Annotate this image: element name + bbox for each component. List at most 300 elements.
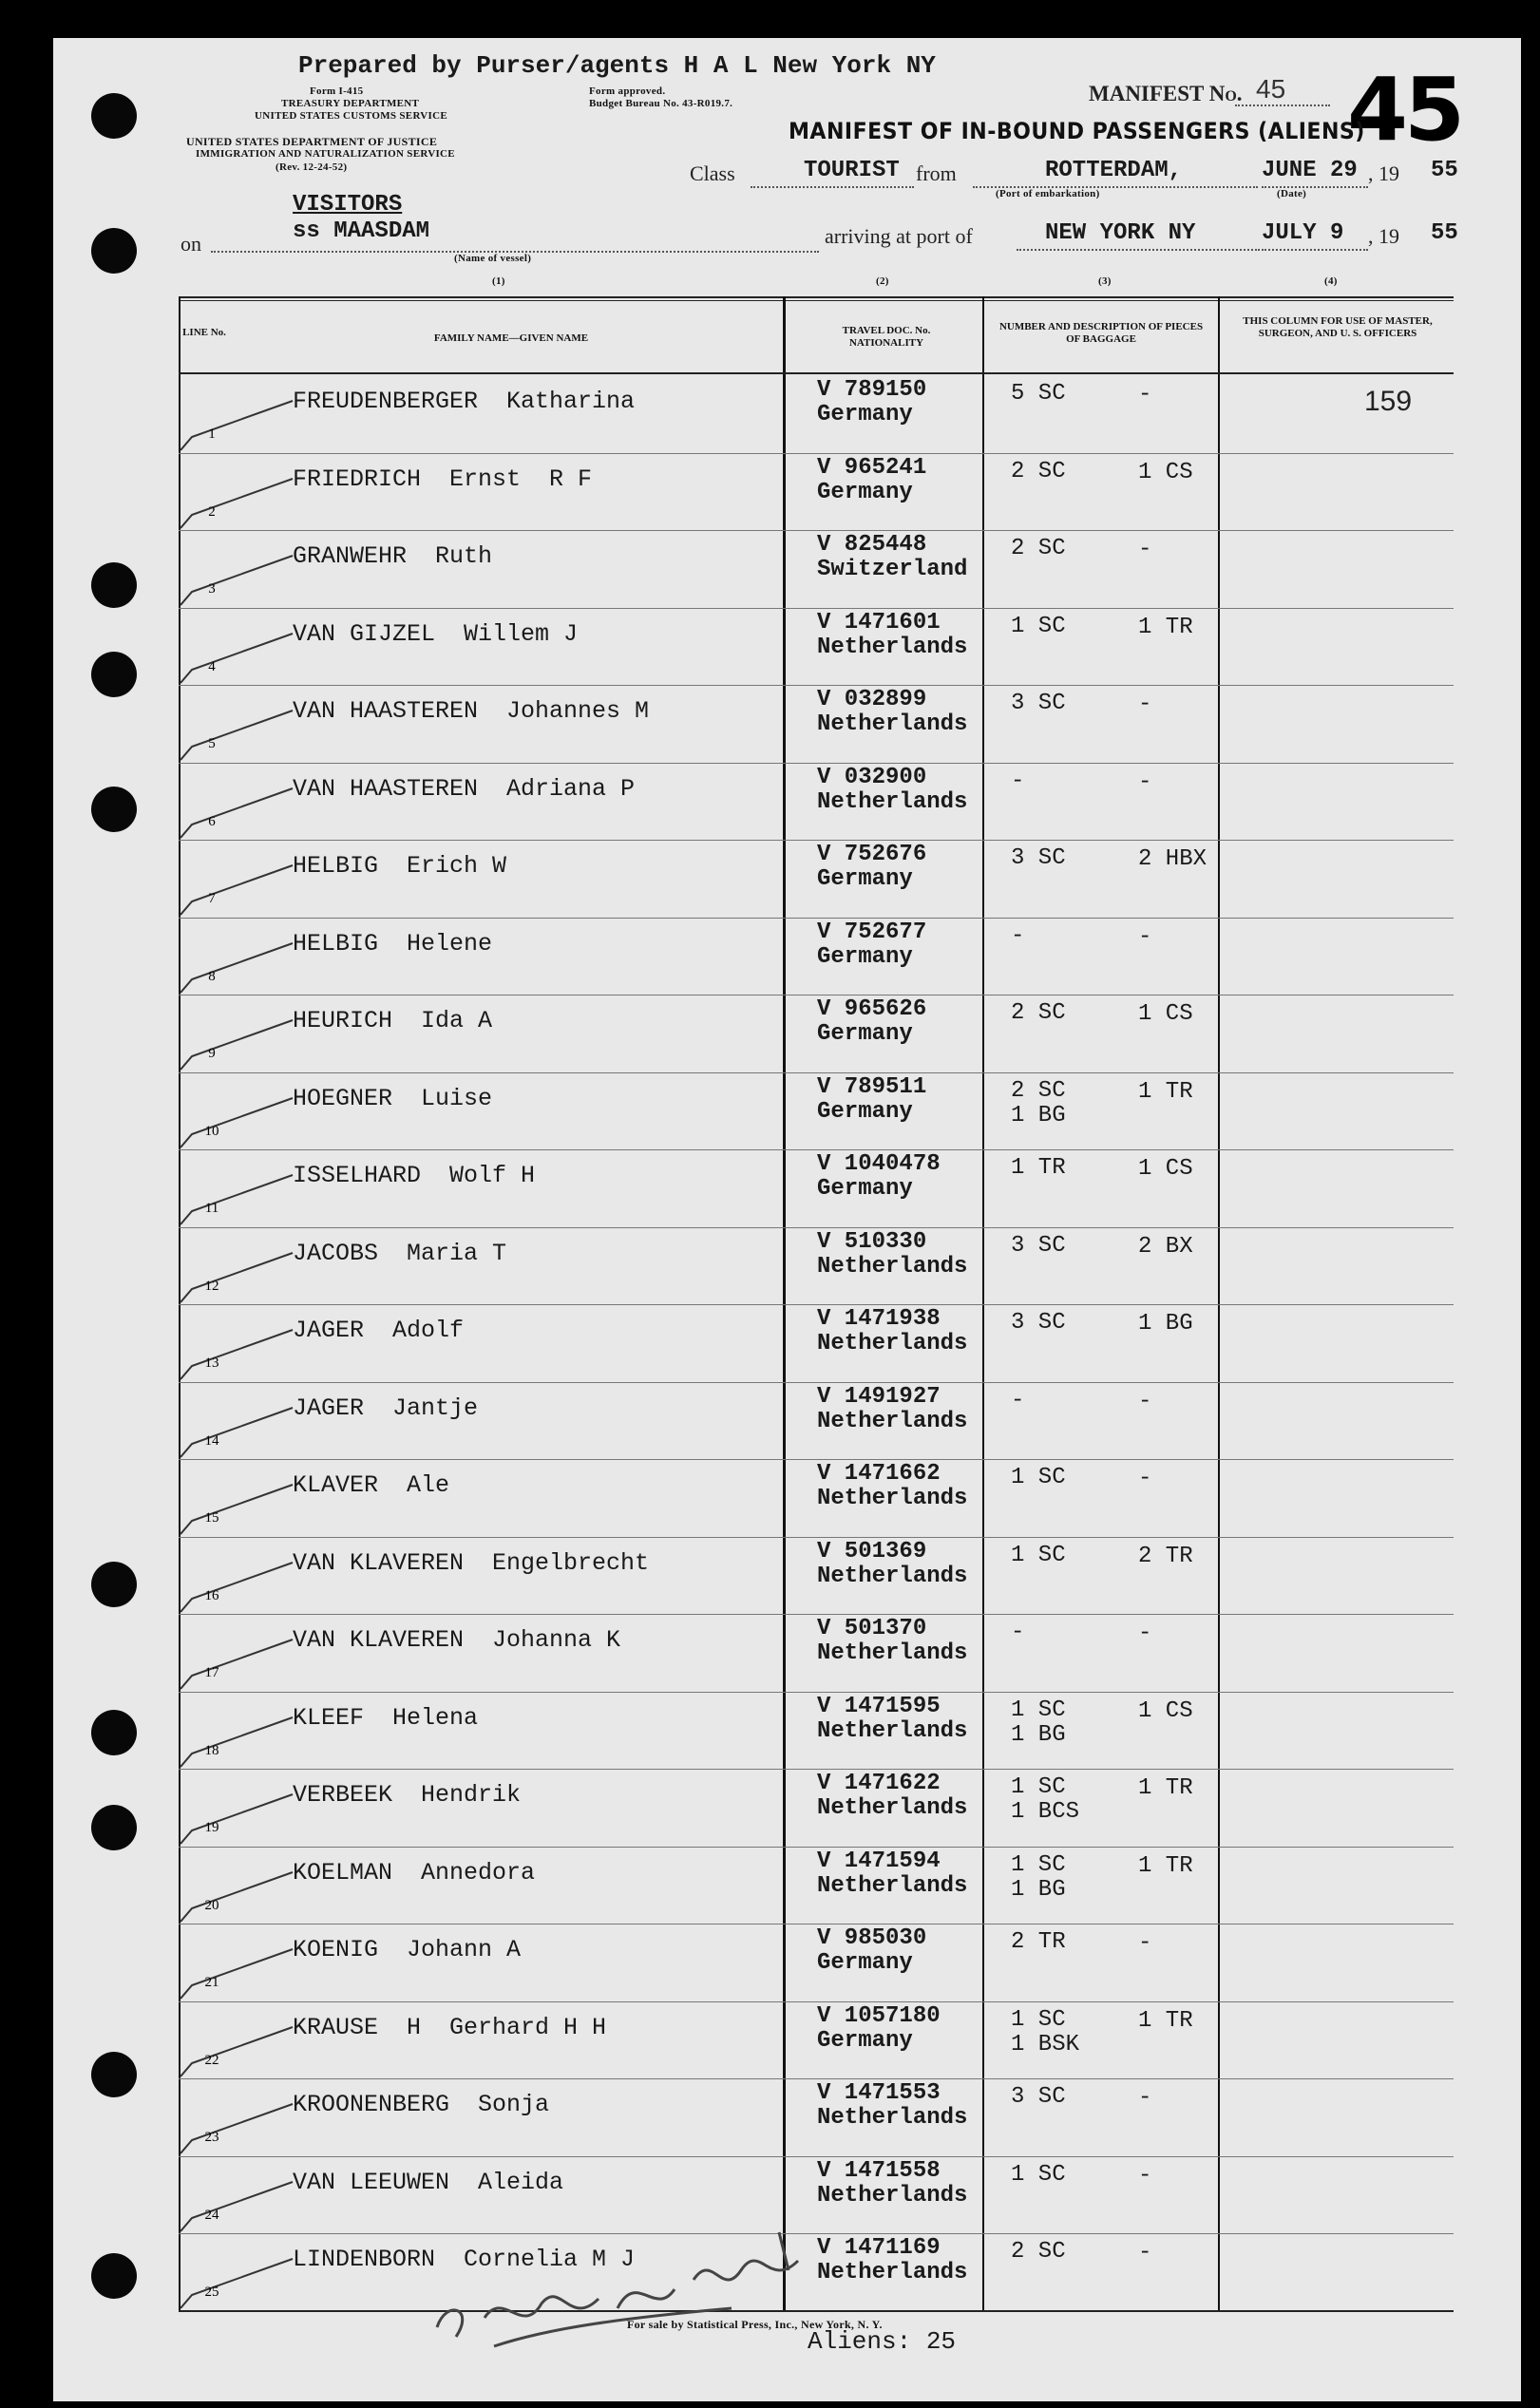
binder-hole — [91, 787, 137, 832]
travel-doc — [817, 456, 926, 505]
manifest-no-line — [1235, 104, 1330, 106]
check-mark-icon — [179, 1557, 302, 1614]
baggage-primary-1: 2 SC — [1011, 1077, 1066, 1104]
nationality: Netherlands — [817, 1563, 968, 1589]
baggage-primary-2: 1 BG — [1011, 1721, 1066, 1748]
passenger-name: VAN HAASTEREN Adriana P — [293, 774, 636, 803]
table-row — [179, 1615, 1454, 1692]
baggage-primary — [1011, 1234, 1066, 1259]
revision: (Rev. 12-24-52) — [276, 161, 348, 173]
nationality: Netherlands — [817, 2260, 968, 2285]
table-row — [179, 1460, 1454, 1537]
binder-hole — [91, 652, 137, 697]
baggage-primary — [1011, 1621, 1024, 1645]
travel-doc-number: V 1471662 — [817, 1461, 941, 1487]
table-row — [179, 531, 1454, 608]
nationality: Netherlands — [817, 788, 968, 815]
baggage-primary-1: 1 SC — [1011, 1465, 1066, 1490]
baggage-secondary: - — [1138, 1930, 1152, 1956]
baggage-secondary: 1 TR — [1138, 1078, 1193, 1105]
nationality: Netherlands — [817, 2105, 968, 2131]
line-number: 18 — [204, 1742, 219, 1758]
passenger-name: HOEGNER Luise — [293, 1084, 493, 1112]
baggage-secondary: 1 CS — [1138, 459, 1193, 485]
passenger-name: VAN LEEUWEN Aleida — [293, 2168, 564, 2196]
header-travel-doc: TRAVEL DOC. No. NATIONALITY — [842, 325, 931, 349]
travel-doc-number: V 032899 — [817, 687, 927, 712]
baggage-primary — [1011, 1544, 1066, 1568]
check-mark-icon — [179, 860, 302, 917]
check-mark-icon — [179, 1943, 302, 2000]
line-number: 1 — [208, 427, 216, 442]
travel-doc-number: V 1471601 — [817, 609, 941, 635]
check-mark-icon — [179, 1634, 302, 1691]
travel-doc-number: V 510330 — [817, 1228, 927, 1255]
on-label: on — [181, 232, 201, 256]
baggage-secondary: - — [1138, 923, 1152, 950]
visitors-label: VISITORS — [293, 192, 403, 218]
check-mark-icon — [179, 2176, 302, 2233]
travel-doc — [817, 766, 967, 815]
check-mark-icon — [179, 1324, 302, 1381]
baggage-primary-1: 3 SC — [1011, 845, 1066, 871]
baggage-secondary: - — [1138, 1621, 1152, 1646]
baggage-primary-1: 2 TR — [1011, 1929, 1066, 1955]
baggage-primary-1: 3 SC — [1011, 691, 1066, 716]
baggage-primary — [1011, 2085, 1066, 2110]
form-approved: Form approved. — [589, 85, 666, 97]
passenger-name: FREUDENBERGER Katharina — [293, 388, 636, 415]
baggage-primary — [1011, 924, 1024, 949]
passenger-name: HELBIG Helene — [293, 929, 493, 958]
baggage-secondary: 1 BG — [1138, 1311, 1193, 1337]
baggage-primary — [1011, 1079, 1066, 1128]
travel-doc-number: V 032900 — [817, 764, 927, 790]
travel-doc — [817, 533, 967, 582]
passenger-name: JACOBS Maria T — [293, 1239, 507, 1267]
baggage-primary — [1011, 1001, 1066, 1026]
baggage-primary — [1011, 1853, 1066, 1903]
baggage-primary-1: 1 SC — [1011, 1542, 1066, 1568]
check-mark-icon — [179, 628, 302, 685]
baggage-primary-1: - — [1011, 922, 1025, 949]
line-number: 4 — [208, 658, 216, 674]
travel-doc — [817, 1926, 926, 1976]
check-mark-icon — [179, 1712, 302, 1769]
passenger-name: GRANWEHR Ruth — [293, 542, 493, 570]
travel-doc — [817, 2004, 941, 2054]
nationality: Germany — [817, 479, 913, 505]
baggage-primary-1: 5 SC — [1011, 381, 1066, 407]
travel-doc-number: V 1471558 — [817, 2157, 941, 2184]
binder-hole — [91, 93, 137, 139]
baggage-primary-1: 2 SC — [1011, 536, 1066, 561]
baggage-secondary: - — [1138, 1388, 1152, 1414]
baggage-primary — [1011, 615, 1066, 639]
travel-doc-number: V 1471622 — [817, 1771, 941, 1796]
baggage-secondary: 2 BX — [1138, 1233, 1193, 1260]
line-number: 7 — [208, 891, 216, 906]
passenger-name: FRIEDRICH Ernst R F — [293, 465, 593, 493]
check-mark-icon — [179, 2098, 302, 2155]
check-mark-icon — [179, 1092, 302, 1149]
baggage-secondary: - — [1138, 692, 1152, 717]
table-row — [179, 2002, 1454, 2079]
nationality: Netherlands — [817, 1872, 968, 1899]
baggage-primary — [1011, 1930, 1066, 1955]
travel-doc — [817, 1075, 926, 1125]
travel-doc — [817, 2081, 967, 2131]
check-mark-icon — [179, 1479, 302, 1536]
line-number: 12 — [204, 1278, 219, 1294]
travel-doc-number: V 789150 — [817, 377, 927, 403]
baggage-primary — [1011, 2240, 1066, 2265]
baggage-primary — [1011, 382, 1066, 407]
passenger-name: KRAUSE H Gerhard H H — [293, 2013, 607, 2041]
baggage-secondary: 1 TR — [1138, 614, 1193, 640]
table-top-rule-thin — [179, 300, 1454, 301]
nationality: Germany — [817, 1021, 913, 1047]
passenger-name: VERBEEK Hendrik — [293, 1781, 522, 1809]
travel-doc — [817, 1462, 967, 1511]
travel-doc-number: V 789511 — [817, 1073, 927, 1100]
immigration-service: IMMIGRATION AND NATURALIZATION SERVICE — [196, 148, 455, 160]
check-mark-icon — [179, 705, 302, 762]
travel-doc-number: V 752676 — [817, 842, 927, 867]
check-mark-icon — [179, 473, 302, 530]
baggage-primary — [1011, 460, 1066, 484]
port-of-embarkation: ROTTERDAM, — [1045, 158, 1183, 183]
travel-doc — [817, 1307, 967, 1356]
travel-doc — [817, 1772, 967, 1821]
header-name: FAMILY NAME—GIVEN NAME — [433, 332, 589, 344]
travel-doc — [817, 920, 926, 970]
passenger-name: JAGER Jantje — [293, 1394, 479, 1422]
travel-doc-number: V 965241 — [817, 454, 927, 481]
table-row — [179, 454, 1454, 531]
vessel-name: ss MAASDAM — [293, 218, 430, 244]
check-mark-icon — [179, 1169, 302, 1226]
nationality: Netherlands — [817, 634, 968, 660]
column-number-1: (1) — [492, 275, 505, 287]
baggage-primary-1: 1 SC — [1011, 2006, 1066, 2033]
baggage-primary-1: 2 SC — [1011, 1000, 1066, 1026]
line-number: 23 — [204, 2130, 219, 2145]
check-mark-icon — [179, 1789, 302, 1846]
line-number: 19 — [204, 1820, 219, 1835]
travel-doc — [817, 1152, 941, 1202]
header-line-no: LINE No. — [182, 327, 226, 338]
line-number: 10 — [204, 1123, 219, 1139]
line-number: 9 — [208, 1046, 216, 1061]
check-mark-icon — [179, 1402, 302, 1459]
baggage-primary-2: 1 BCS — [1011, 1799, 1080, 1825]
baggage-secondary: 1 CS — [1138, 1156, 1193, 1182]
baggage-primary-1: - — [1011, 768, 1025, 794]
nationality: Germany — [817, 2027, 913, 2054]
baggage-primary-1: 2 SC — [1011, 458, 1066, 484]
line-number: 2 — [208, 503, 216, 520]
nationality: Germany — [817, 402, 913, 427]
departure-year: 55 — [1431, 158, 1458, 183]
line-number: 14 — [204, 1432, 219, 1449]
baggage-primary — [1011, 846, 1066, 871]
check-mark-icon — [179, 395, 302, 452]
binder-hole — [91, 1562, 137, 1607]
travel-doc — [817, 1617, 967, 1666]
table-row — [179, 1305, 1454, 1382]
check-mark-icon — [179, 2021, 302, 2078]
baggage-primary — [1011, 1698, 1066, 1748]
baggage-primary-1: 1 SC — [1011, 1774, 1066, 1800]
departure-date: JUNE 29 — [1262, 158, 1358, 183]
passenger-name: LINDENBORN Cornelia M J — [293, 2246, 636, 2273]
baggage-primary-1: 1 SC — [1011, 1697, 1066, 1723]
binder-hole — [91, 562, 137, 608]
passenger-name: VAN GIJZEL Willem J — [293, 619, 579, 648]
check-mark-icon — [179, 550, 302, 607]
manifest-number-stamp: 45 — [1347, 59, 1462, 161]
passenger-name: KLEEF Helena — [293, 1703, 479, 1732]
table-row — [179, 919, 1454, 995]
table-row — [179, 1383, 1454, 1460]
travel-doc — [817, 2159, 967, 2209]
travel-doc — [817, 688, 967, 737]
header-officers: THIS COLUMN FOR USE OF MASTER, SURGEON, AND U. S. OFFICERS — [1243, 315, 1433, 339]
baggage-secondary: - — [1138, 382, 1152, 408]
binder-hole — [91, 2052, 137, 2097]
baggage-secondary: 1 TR — [1138, 2007, 1193, 2034]
binder-hole — [91, 228, 137, 274]
nationality: Netherlands — [817, 1640, 968, 1666]
table-row — [179, 1693, 1454, 1770]
check-mark-icon — [179, 2253, 302, 2310]
check-mark-icon — [179, 1867, 302, 1924]
baggage-primary — [1011, 1156, 1066, 1181]
line-number: 11 — [204, 1201, 219, 1216]
baggage-primary — [1011, 1311, 1066, 1336]
passenger-name: KROONENBERG Sonja — [293, 2091, 550, 2118]
table-row — [179, 1538, 1454, 1615]
line-number: 22 — [204, 2052, 219, 2068]
manifest-title: MANIFEST OF IN-BOUND PASSENGERS (ALIENS) — [789, 118, 1365, 144]
table-row — [179, 2079, 1454, 2156]
line-number: 17 — [204, 1665, 219, 1680]
line-number: 3 — [208, 581, 216, 597]
baggage-primary — [1011, 1466, 1066, 1490]
departure-year-prefix: , 19 — [1368, 161, 1399, 185]
passenger-name: VAN KLAVEREN Engelbrecht — [293, 1548, 650, 1577]
table-row — [179, 841, 1454, 918]
travel-doc — [817, 378, 926, 427]
nationality: Germany — [817, 1098, 913, 1125]
nationality: Switzerland — [817, 557, 968, 582]
passenger-name: KLAVER Ale — [293, 1471, 450, 1499]
binder-hole — [91, 1710, 137, 1755]
aliens-total: Aliens: 25 — [808, 2327, 957, 2356]
nationality: Netherlands — [817, 711, 968, 737]
table-row — [179, 1770, 1454, 1847]
nationality: Netherlands — [817, 1253, 968, 1280]
arrival-year-prefix: , 19 — [1368, 224, 1399, 248]
nationality: Netherlands — [817, 1717, 968, 1744]
signature-scribble — [418, 2213, 855, 2356]
baggage-secondary: 2 HBX — [1138, 846, 1207, 872]
baggage-secondary: 1 TR — [1138, 1775, 1193, 1801]
printer-note: For sale by Statistical Press, Inc., New York, N. Y. — [627, 2318, 883, 2331]
baggage-secondary: 2 TR — [1138, 1543, 1193, 1569]
baggage-primary-1: 3 SC — [1011, 1232, 1066, 1259]
travel-doc-number: V 1491927 — [817, 1383, 941, 1410]
baggage-primary-1: 1 TR — [1011, 1155, 1066, 1181]
date-caption: (Date) — [1277, 188, 1307, 199]
check-mark-icon — [179, 783, 302, 840]
line-number: 5 — [208, 736, 216, 751]
line-number: 8 — [208, 968, 216, 984]
binder-hole — [91, 1805, 137, 1850]
officer-note: 159 — [1364, 386, 1413, 417]
baggage-secondary: 1 TR — [1138, 1852, 1193, 1879]
line-number: 6 — [208, 813, 216, 829]
baggage-primary — [1011, 537, 1066, 561]
check-mark-icon — [179, 938, 302, 995]
from-label: from — [916, 161, 957, 185]
baggage-primary-1: 1 SC — [1011, 613, 1066, 639]
travel-doc-number: V 501370 — [817, 1616, 927, 1641]
baggage-primary-1: 2 SC — [1011, 2239, 1066, 2265]
travel-doc-number: V 985030 — [817, 1925, 927, 1951]
passenger-name: KOELMAN Annedora — [293, 1858, 536, 1887]
arrival-port-line — [1017, 249, 1260, 251]
travel-doc — [817, 611, 967, 660]
nationality: Netherlands — [817, 1486, 968, 1511]
travel-doc-number: V 1471938 — [817, 1306, 941, 1332]
table-row — [179, 686, 1454, 763]
nationality: Netherlands — [817, 1331, 968, 1356]
column-number-3: (3) — [1098, 275, 1112, 287]
header-baggage: NUMBER AND DESCRIPTION OF PIECES OF BAGGAGE — [998, 321, 1204, 345]
budget-bureau: Budget Bureau No. 43-R019.7. — [589, 98, 733, 109]
table-row — [179, 1228, 1454, 1305]
nationality: Germany — [817, 1950, 913, 1976]
line-number: 20 — [204, 1897, 219, 1913]
passenger-name: VAN HAASTEREN Johannes M — [293, 697, 650, 725]
line-number: 21 — [204, 1975, 219, 1990]
binder-hole — [91, 2253, 137, 2299]
arriving-label: arriving at port of — [825, 224, 973, 248]
baggage-primary-1: - — [1011, 1620, 1025, 1645]
arrival-date-line — [1262, 249, 1368, 251]
baggage-primary-2: 1 BG — [1011, 1876, 1066, 1903]
justice-department: UNITED STATES DEPARTMENT OF JUSTICE — [186, 135, 438, 148]
travel-doc — [817, 1385, 967, 1434]
table-row — [179, 1073, 1454, 1150]
manifest-label: MANIFEST No. — [1089, 82, 1243, 105]
passenger-name: KOENIG Johann A — [293, 1936, 522, 1963]
table-row — [179, 1848, 1454, 1925]
table-row — [179, 1150, 1454, 1227]
nationality: Netherlands — [817, 1795, 968, 1821]
baggage-primary-1: 1 SC — [1011, 2161, 1066, 2188]
travel-doc — [817, 1849, 967, 1899]
travel-doc-number: V 825448 — [817, 532, 927, 558]
baggage-primary — [1011, 692, 1066, 716]
header-rule — [179, 372, 1454, 374]
passenger-name: HEURICH Ida A — [293, 1007, 493, 1034]
manifest-number: 45 — [1256, 74, 1286, 104]
port-of-arrival: NEW YORK NY — [1045, 220, 1196, 246]
column-number-2: (2) — [876, 275, 889, 287]
travel-doc-number: V 1471594 — [817, 1848, 941, 1874]
passenger-name: VAN KLAVEREN Johanna K — [293, 1626, 621, 1654]
baggage-primary-1: 3 SC — [1011, 1310, 1066, 1336]
embarkation-caption: (Port of embarkation) — [996, 188, 1100, 199]
travel-doc-number: V 752677 — [817, 919, 927, 945]
travel-doc-number: V 965626 — [817, 996, 927, 1022]
line-number: 24 — [204, 2207, 219, 2223]
table-row — [179, 995, 1454, 1072]
nationality: Netherlands — [817, 2182, 968, 2209]
passenger-table — [179, 296, 1454, 2312]
travel-doc-number: V 1040478 — [817, 1151, 941, 1177]
table-row — [179, 609, 1454, 686]
travel-doc-number: V 501369 — [817, 1538, 927, 1564]
table-row — [179, 1925, 1454, 2001]
table-row — [179, 764, 1454, 841]
baggage-primary-1: 1 SC — [1011, 1851, 1066, 1878]
baggage-secondary: - — [1138, 2162, 1152, 2189]
baggage-primary — [1011, 1389, 1024, 1413]
passenger-name: ISSELHARD Wolf H — [293, 1162, 536, 1189]
nationality: Germany — [817, 866, 913, 892]
prepared-by: Prepared by Purser/agents H A L New York NY — [298, 51, 936, 80]
passenger-name: JAGER Adolf — [293, 1317, 465, 1344]
baggage-secondary: 1 CS — [1138, 1001, 1193, 1027]
baggage-primary — [1011, 1775, 1079, 1825]
vessel-caption: (Name of vessel) — [454, 253, 532, 264]
passenger-name: HELBIG Erich W — [293, 852, 507, 880]
baggage-secondary: - — [1138, 768, 1152, 795]
table-row — [179, 376, 1454, 453]
nationality: Germany — [817, 1176, 913, 1202]
class-value: TOURIST — [804, 158, 900, 183]
table-top-rule — [179, 296, 1454, 298]
baggage-secondary: - — [1138, 2240, 1152, 2266]
line-number: 16 — [204, 1587, 219, 1603]
baggage-primary-2: 1 BSK — [1011, 2031, 1080, 2057]
baggage-primary — [1011, 2163, 1066, 2188]
travel-doc — [817, 997, 926, 1047]
travel-doc — [817, 1695, 967, 1744]
check-mark-icon — [179, 1014, 302, 1071]
travel-doc — [817, 1540, 967, 1589]
column-number-4: (4) — [1324, 275, 1338, 287]
nationality: Germany — [817, 943, 913, 970]
line-number: 13 — [204, 1356, 219, 1371]
treasury-department: TREASURY DEPARTMENT — [281, 98, 420, 109]
form-number: Form I-415 — [310, 85, 364, 97]
class-line — [751, 186, 914, 188]
baggage-primary-1: - — [1011, 1387, 1025, 1413]
nationality: Netherlands — [817, 1408, 968, 1434]
baggage-primary-2: 1 BG — [1011, 1102, 1066, 1128]
baggage-primary — [1011, 2008, 1079, 2057]
travel-doc — [817, 1230, 967, 1280]
class-label: Class — [690, 161, 735, 185]
baggage-secondary: - — [1138, 1466, 1152, 1491]
baggage-primary-1: 3 SC — [1011, 2084, 1066, 2110]
baggage-secondary: - — [1138, 537, 1152, 562]
